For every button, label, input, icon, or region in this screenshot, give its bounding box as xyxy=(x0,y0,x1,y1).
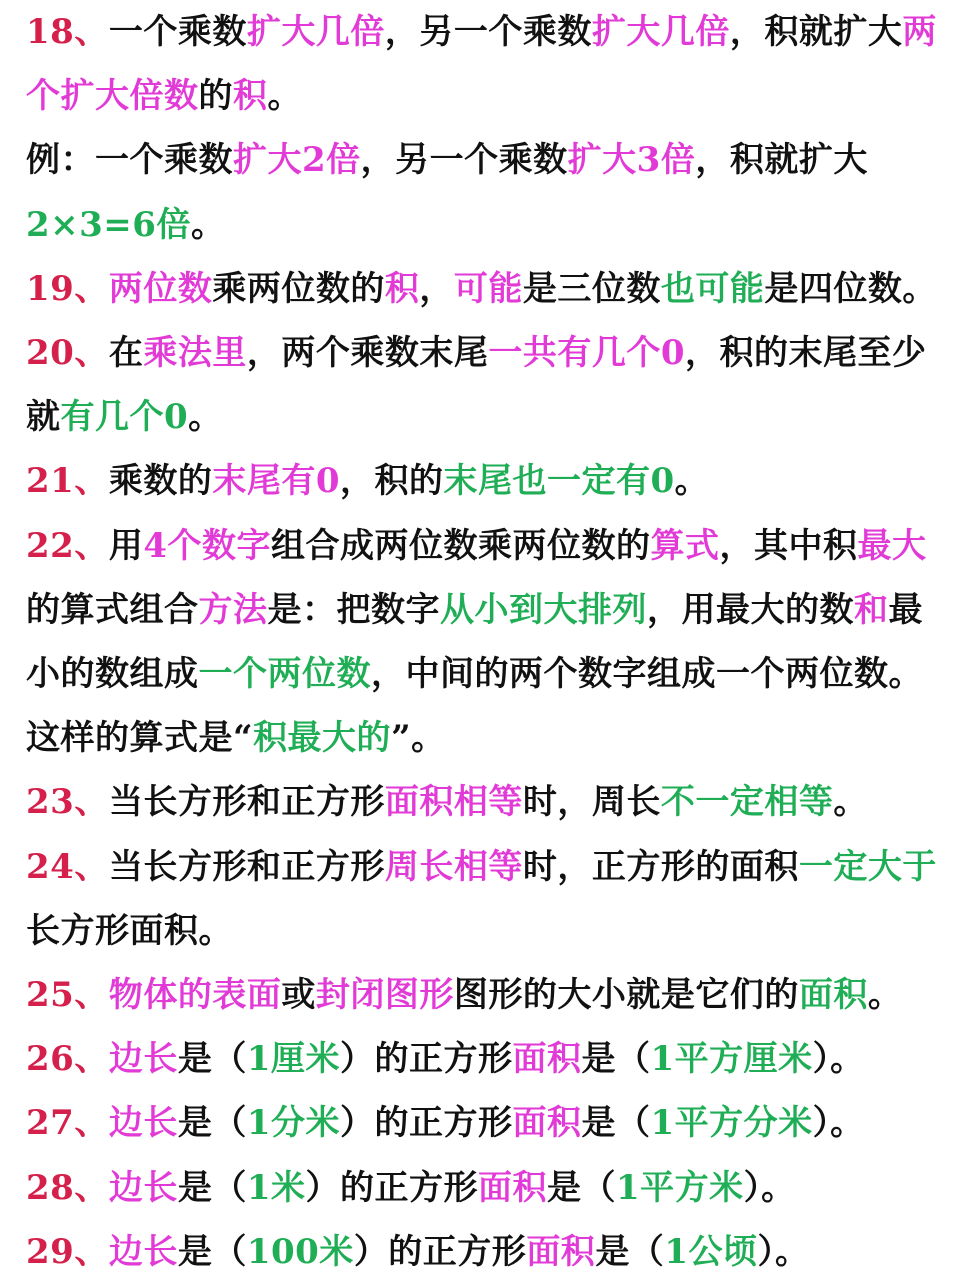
text-line xyxy=(26,1101,952,1145)
item-number: 28、 xyxy=(26,1167,109,1208)
text-segment: 是四位数。 xyxy=(764,268,937,309)
text-segment: 面积 xyxy=(798,975,868,1015)
text-line xyxy=(26,524,952,568)
text-line xyxy=(26,267,952,311)
text-segment: ，另一个乘数 xyxy=(360,140,568,181)
text-segment: 1平方分米 xyxy=(650,1103,813,1144)
text-segment: 就 xyxy=(26,397,61,438)
text-segment: ，另一个乘数 xyxy=(384,12,592,52)
text-segment: ，积就扩大 xyxy=(695,140,868,181)
text-segment: 是（ xyxy=(177,1167,247,1208)
text-segment: 一个乘数 xyxy=(108,12,247,52)
text-segment: 是（ xyxy=(581,1103,651,1144)
text-line xyxy=(26,203,952,247)
text-segment: 是（ xyxy=(595,1231,665,1272)
text-segment: 边长 xyxy=(108,1039,178,1080)
text-segment: 2×3=6倍 xyxy=(26,204,191,245)
text-segment: 乘法里 xyxy=(143,333,247,373)
text-segment: 是（ xyxy=(581,1039,651,1080)
text-segment: ， xyxy=(419,268,454,309)
text-segment: 面积 xyxy=(512,1103,582,1144)
text-segment: 1厘米 xyxy=(246,1039,340,1080)
text-segment: 从小到大排列 xyxy=(440,589,647,630)
text-line xyxy=(26,331,952,375)
item-number: 20、 xyxy=(26,333,109,373)
text-segment: 扩大几倍 xyxy=(246,12,385,52)
text-segment: 图形的大小就是它们的 xyxy=(453,975,799,1015)
text-segment: 面积 xyxy=(526,1231,596,1272)
text-segment: 1分米 xyxy=(246,1103,340,1144)
text-segment: 扩大几倍 xyxy=(591,12,730,52)
text-segment: 时，周长 xyxy=(522,782,661,823)
text-segment: 可能 xyxy=(453,268,523,309)
item-number: 26、 xyxy=(26,1039,109,1080)
text-segment: 乘数的 xyxy=(108,461,213,502)
text-segment: 这样的算式是“ xyxy=(26,718,254,759)
text-segment: 有几个0 xyxy=(60,397,189,438)
text-segment: 1公顷 xyxy=(664,1231,758,1272)
text-segment: 或 xyxy=(281,975,316,1015)
text-segment: 是：把数字 xyxy=(267,589,440,630)
text-segment: 物体的表面 xyxy=(108,975,282,1015)
text-line xyxy=(26,138,952,182)
text-segment: 周长相等 xyxy=(384,846,523,887)
text-segment: 扩大2倍 xyxy=(233,140,361,181)
text-segment: 封闭图形 xyxy=(315,975,454,1015)
text-segment: 。 xyxy=(267,76,302,117)
text-segment: 方法 xyxy=(198,589,268,630)
text-segment: 个扩大倍数 xyxy=(26,76,199,117)
text-segment: ，积就扩大 xyxy=(729,12,903,52)
text-segment: 两 xyxy=(902,12,937,52)
text-segment: ，中间的两个数字组成一个两位数。 xyxy=(371,654,923,694)
text-segment: ）的正方形 xyxy=(305,1167,478,1208)
text-line xyxy=(26,845,952,889)
text-segment: ）的正方形 xyxy=(340,1103,513,1144)
text-segment: 是（ xyxy=(177,1231,247,1272)
item-number: 25、 xyxy=(26,975,109,1015)
text-line xyxy=(26,1037,952,1081)
text-segment: ，积的末尾至少 xyxy=(685,333,927,373)
text-segment: 组合成两位数乘两位数的 xyxy=(271,525,651,566)
text-segment: 两位数 xyxy=(108,268,213,309)
text-line xyxy=(26,588,952,632)
text-line xyxy=(26,395,952,439)
text-segment: 也可能 xyxy=(660,268,765,309)
text-segment: 边长 xyxy=(108,1167,178,1208)
text-segment: 1平方米 xyxy=(616,1167,744,1208)
text-segment: 是（ xyxy=(547,1167,616,1208)
text-segment: ，积的 xyxy=(340,461,444,502)
text-segment: 。 xyxy=(188,397,223,438)
item-number: 23、 xyxy=(26,782,109,823)
text-segment: 的 xyxy=(198,76,233,117)
item-number: 29、 xyxy=(26,1231,109,1272)
text-segment: 积 xyxy=(384,268,420,309)
text-segment: 一个两位数 xyxy=(198,654,371,694)
text-line xyxy=(26,973,952,1017)
text-line xyxy=(26,780,952,824)
text-segment: ，两个乘数末尾 xyxy=(246,333,489,373)
text-segment: 积 xyxy=(233,76,268,117)
item-number: 19、 xyxy=(26,268,109,309)
text-segment: 不一定相等 xyxy=(660,782,834,823)
text-segment: 算式 xyxy=(650,525,720,566)
text-segment: 积最大的 xyxy=(253,718,392,759)
text-segment: 是（ xyxy=(177,1103,247,1144)
text-segment: 乘两位数的 xyxy=(212,268,385,309)
item-number: 24、 xyxy=(26,846,109,887)
text-segment: 100米 xyxy=(246,1231,354,1272)
text-segment: 例：一个乘数 xyxy=(26,140,233,181)
text-segment: 1米 xyxy=(246,1167,306,1208)
text-segment: 4个数字 xyxy=(143,525,271,566)
text-segment: ）的正方形 xyxy=(353,1231,527,1272)
text-segment: 一定大于 xyxy=(798,846,937,887)
text-line xyxy=(26,716,952,760)
text-segment: 用 xyxy=(108,525,144,566)
text-segment: 时，正方形的面积 xyxy=(522,846,799,887)
text-segment: 。 xyxy=(833,782,868,823)
text-segment: 面积 xyxy=(512,1039,582,1080)
text-segment: 的算式组合 xyxy=(26,589,199,630)
text-segment: 边长 xyxy=(108,1103,178,1144)
text-segment: ，其中积 xyxy=(719,525,858,566)
text-segment: ，用最大的数 xyxy=(647,589,854,630)
text-line xyxy=(26,74,952,118)
text-segment: ）。 xyxy=(812,1103,865,1144)
item-number: 27、 xyxy=(26,1103,109,1144)
item-number: 18、 xyxy=(26,12,109,52)
text-segment: 和 xyxy=(854,589,889,630)
item-number: 21、 xyxy=(26,461,109,502)
text-segment: 长方形面积。 xyxy=(26,910,233,951)
text-segment: 1平方厘米 xyxy=(650,1039,813,1080)
text-segment: 在 xyxy=(108,333,144,373)
text-segment: ）。 xyxy=(757,1231,810,1272)
text-segment: ）。 xyxy=(743,1167,796,1208)
text-segment: 当长方形和正方形 xyxy=(108,782,385,823)
text-segment: 。 xyxy=(674,461,710,502)
text-line xyxy=(26,1230,952,1274)
text-segment: 扩大3倍 xyxy=(567,140,696,181)
item-number: 22、 xyxy=(26,525,109,566)
text-segment: 面积 xyxy=(478,1167,547,1208)
text-segment: ”。 xyxy=(391,718,446,759)
text-line xyxy=(26,459,952,503)
text-segment: 面积相等 xyxy=(384,782,523,823)
text-segment: 一共有几个0 xyxy=(488,333,685,373)
text-segment: ）的正方形 xyxy=(340,1039,513,1080)
text-segment: ）。 xyxy=(812,1039,865,1080)
text-segment: 末尾有0 xyxy=(212,461,340,502)
text-segment: 最 xyxy=(888,589,923,630)
text-segment: 小的数组成 xyxy=(26,654,199,694)
text-segment: 。 xyxy=(190,204,226,245)
text-segment: 当长方形和正方形 xyxy=(108,846,385,887)
text-segment: 是（ xyxy=(177,1039,247,1080)
text-segment: 末尾也一定有0 xyxy=(443,461,675,502)
text-line xyxy=(26,652,952,696)
text-line xyxy=(26,909,952,953)
text-segment: 最大 xyxy=(857,525,927,566)
text-line xyxy=(26,1166,952,1210)
text-line xyxy=(26,10,952,54)
text-segment: 。 xyxy=(867,975,903,1015)
text-segment: 边长 xyxy=(108,1231,178,1272)
text-segment: 是三位数 xyxy=(522,268,661,309)
